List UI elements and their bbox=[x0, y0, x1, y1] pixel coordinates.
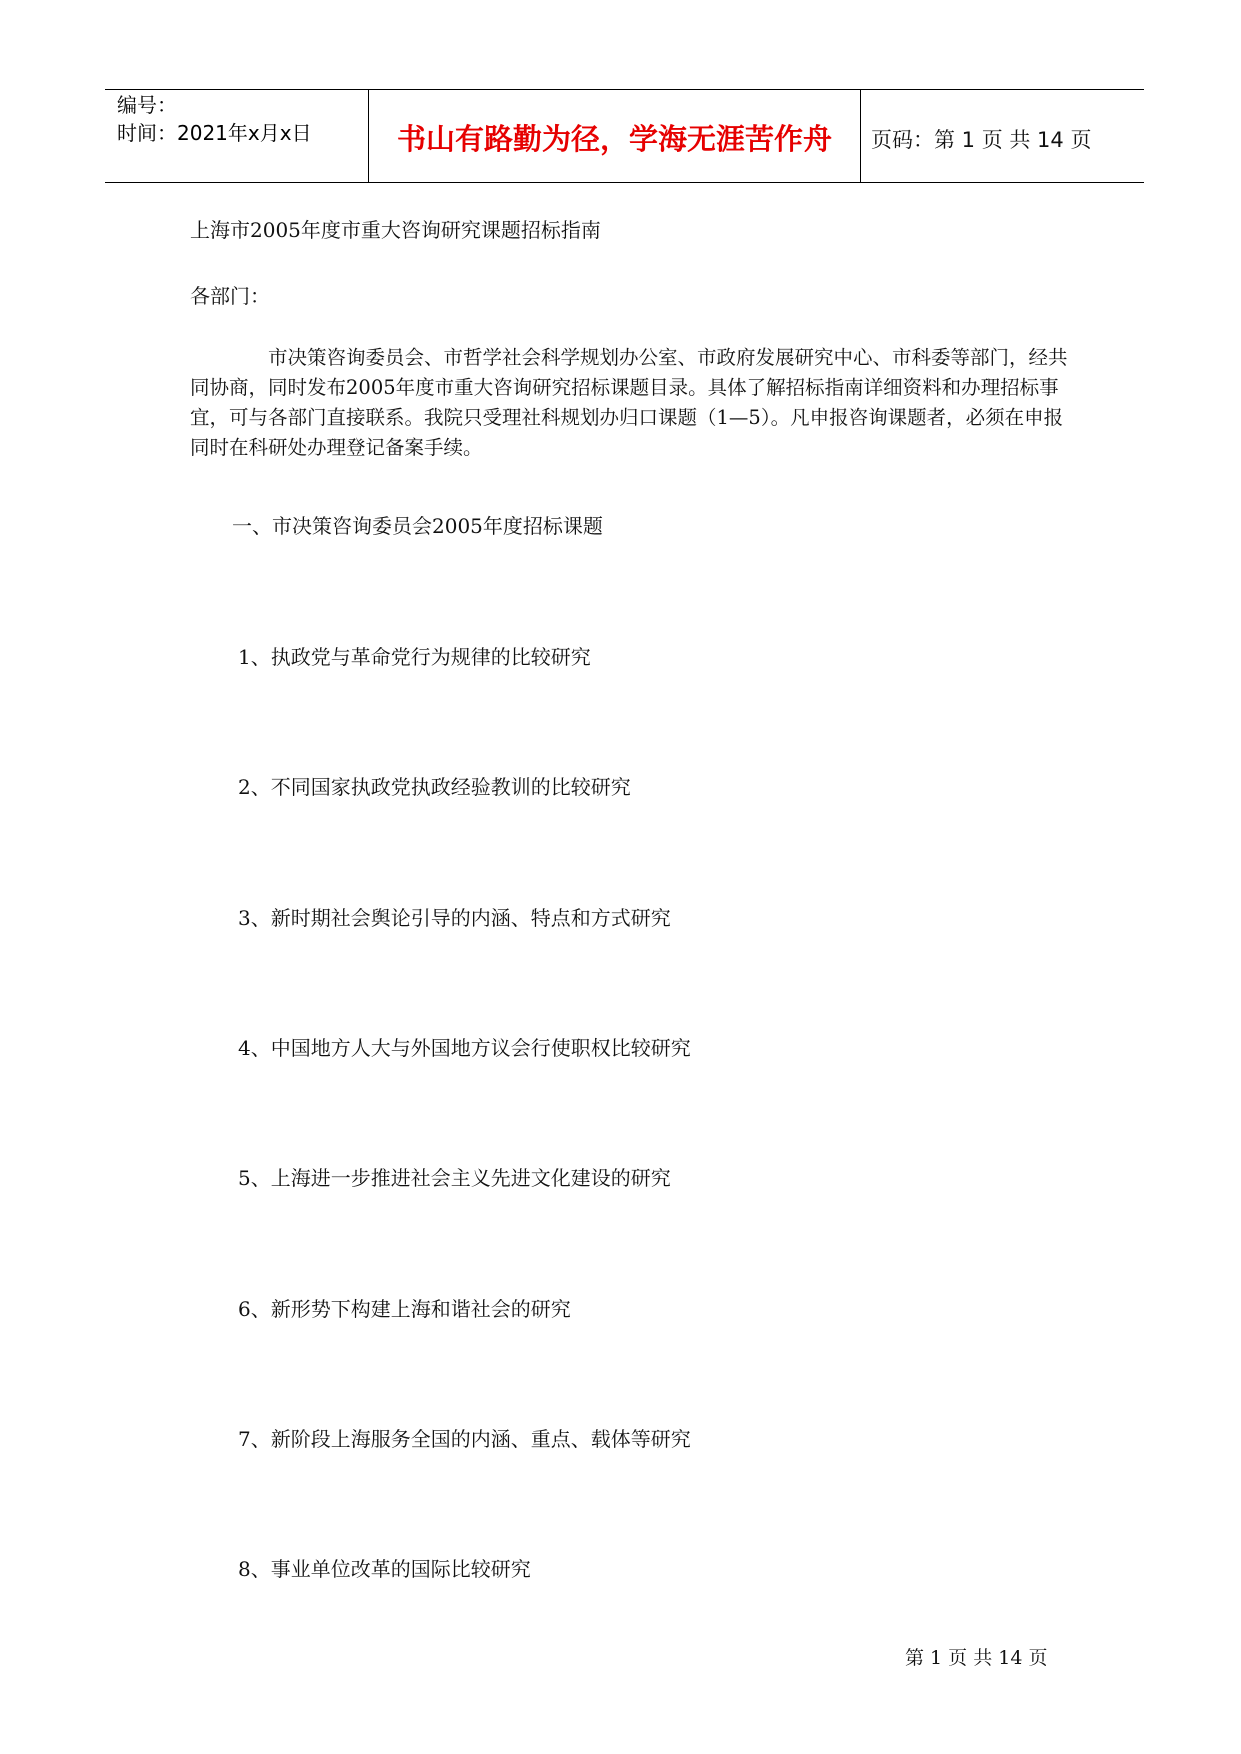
list-item: 3、新时期社会舆论引导的内涵、特点和方式研究 bbox=[238, 906, 671, 930]
motto-banner: 书山有路勤为径，学海无涯苦作舟 bbox=[396, 121, 832, 156]
list-item: 2、不同国家执政党执政经验教训的比较研究 bbox=[238, 775, 631, 799]
header-table bbox=[105, 89, 1144, 183]
header-divider bbox=[860, 90, 861, 182]
header-page-code: 页码：第 1 页 共 14 页 bbox=[871, 128, 1092, 152]
footer-page-info: 第 1 页 共 14 页 bbox=[905, 1647, 1048, 1669]
list-item: 4、中国地方人大与外国地方议会行使职权比较研究 bbox=[238, 1036, 691, 1060]
document-title: 上海市2005年度市重大咨询研究课题招标指南 bbox=[190, 218, 601, 242]
list-item: 1、执政党与革命党行为规律的比较研究 bbox=[238, 645, 591, 669]
list-item: 8、事业单位改革的国际比较研究 bbox=[238, 1557, 531, 1581]
intro-paragraph: 市决策咨询委员会、市哲学社会科学规划办公室、市政府发展研究中心、市科委等部门，经共同协商，同时发布2005年度市重大咨询研究招标课题目录。具体了解招标指南详细资料和办理招标事宜，可与各部门直接联系。我院只受理社科规划办归口课题（1—5）。凡申报咨询课题者，必须在申报同时在科研处办理登记备案手续。 bbox=[190, 346, 1068, 459]
serial-label: 编号： bbox=[117, 93, 177, 117]
section-heading: 一、市决策咨询委员会2005年度招标课题 bbox=[232, 514, 603, 538]
list-item: 5、上海进一步推进社会主义先进文化建设的研究 bbox=[238, 1166, 671, 1190]
salutation: 各部门： bbox=[190, 284, 270, 308]
list-item: 6、新形势下构建上海和谐社会的研究 bbox=[238, 1297, 571, 1321]
time-label: 时间：2021年x月x日 bbox=[117, 121, 312, 145]
list-item: 7、新阶段上海服务全国的内涵、重点、载体等研究 bbox=[238, 1427, 691, 1451]
